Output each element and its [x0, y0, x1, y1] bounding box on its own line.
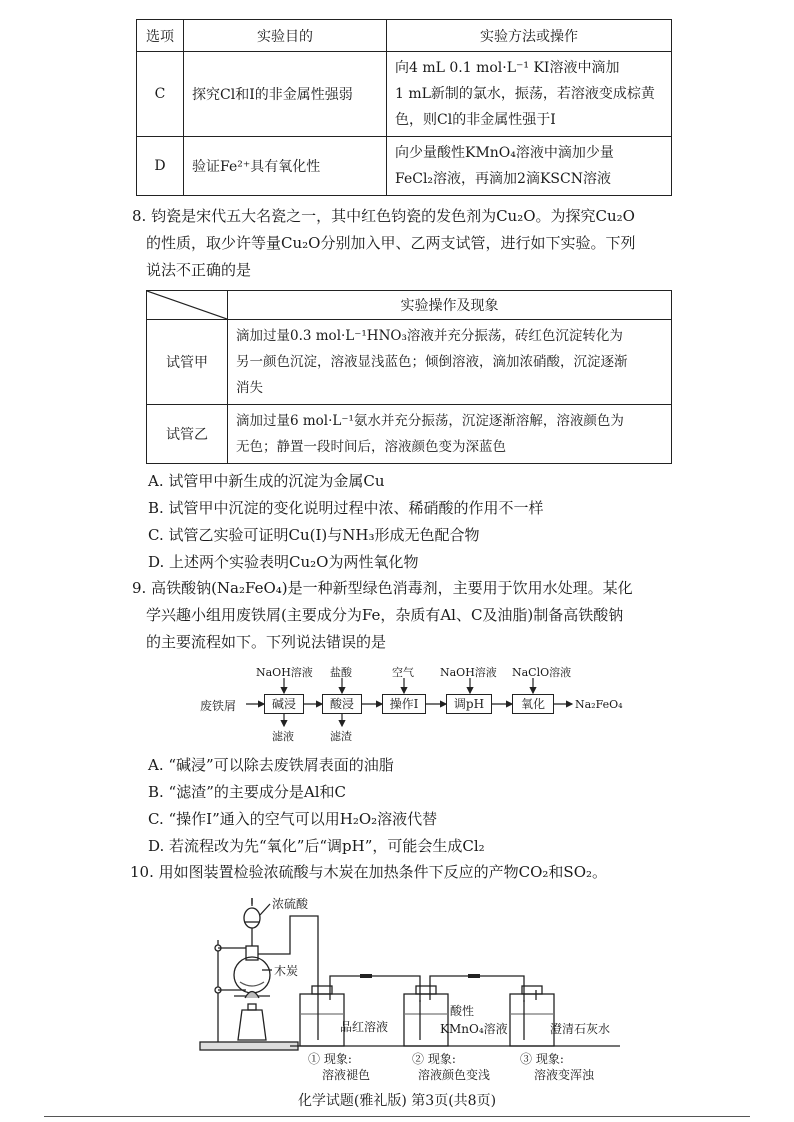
method-line: 1 mL新制的氯水，振荡，若溶液变成棕黄	[395, 86, 655, 102]
page-footer: 化学试题(雅礼版) 第3页(共8页)	[297, 1093, 497, 1109]
q10-stem: 10. 用如图装置检验浓硫酸与木炭在加热条件下反应的产物CO₂和SO₂。	[130, 863, 607, 881]
observation-1-num: ① 现象:	[308, 1052, 352, 1066]
method-line: FeCl₂溶液，再滴加2滴KSCN溶液	[395, 171, 611, 187]
text-line: 滴加过量6 mol·L⁻¹氨水并充分振荡，沉淀逐渐溶解，溶液颜色为	[236, 413, 624, 429]
q8-option-a: A. 试管甲中新生成的沉淀为金属Cu	[148, 472, 385, 490]
table-header-option: 选项	[137, 20, 184, 52]
q9-option-b: B. “滤渣”的主要成分是Al和C	[148, 783, 347, 801]
bottle-label-2a: 酸性	[450, 1004, 475, 1018]
observation-3-text: 溶液变浑浊	[534, 1068, 595, 1082]
q9-option-a: A. “碱浸”可以除去废铁屑表面的油脂	[148, 756, 394, 774]
acid-label: 浓硫酸	[272, 897, 309, 911]
table-header-method: 实验方法或操作	[387, 20, 672, 52]
observation-2-num: ② 现象:	[412, 1052, 456, 1066]
q8-stem-line: 8. 钧瓷是宋代五大名瓷之一，其中红色钧瓷的发色剂为Cu₂O。为探究Cu₂O	[132, 207, 635, 225]
flow-step-ph: 调pH	[446, 694, 492, 714]
flow-input: NaOH溶液	[440, 666, 497, 679]
q8-option-b: B. 试管甲中沉淀的变化说明过程中浓、稀硝酸的作用不一样	[148, 499, 544, 517]
text-line: 滴加过量0.3 mol·L⁻¹HNO₃溶液并充分振荡，砖红色沉淀转化为	[236, 328, 623, 344]
table-cell-tube: 试管甲	[147, 320, 228, 405]
q9-stem-line: 学兴趣小组用废铁屑(主要成分为Fe，杂质有Al、C及油脂)制备高铁酸钠	[146, 606, 624, 624]
flow-output: 滤液	[272, 730, 294, 743]
q9-option-d: D. 若流程改为先“氧化”后“调pH”，可能会生成Cl₂	[148, 837, 485, 855]
q8-option-d: D. 上述两个实验表明Cu₂O为两性氧化物	[148, 553, 419, 571]
flow-step-operation: 操作Ⅰ	[382, 694, 426, 714]
table-cell-tube: 试管乙	[147, 405, 228, 464]
q8-option-c: C. 试管乙实验可证明Cu(Ⅰ)与NH₃形成无色配合物	[148, 526, 480, 544]
bottle-label-3: 澄清石灰水	[550, 1022, 611, 1036]
table-header-purpose: 实验目的	[184, 20, 387, 52]
flow-step-alkali: 碱浸	[264, 694, 304, 714]
flow-step-oxidize: 氧化	[512, 694, 554, 714]
flow-product: Na₂FeO₄	[575, 698, 623, 711]
observation-3-num: ③ 现象:	[520, 1052, 564, 1066]
q9-option-c: C. “操作Ⅰ”通入的空气可以用H₂O₂溶液代替	[148, 810, 438, 828]
bottle-label-2b: KMnO₄溶液	[440, 1022, 508, 1036]
observation-1-text: 溶液褪色	[322, 1068, 371, 1082]
flow-step-acid: 酸浸	[322, 694, 362, 714]
table-cell-purpose: 探究Cl和I的非金属性强弱	[184, 52, 387, 137]
table-cell-option: C	[137, 52, 184, 137]
flow-input: NaOH溶液	[256, 666, 313, 679]
method-line: 向少量酸性KMnO₄溶液中滴加少量	[395, 145, 614, 161]
table-cell-purpose: 验证Fe²⁺具有氧化性	[184, 137, 387, 196]
text-line: 另一颜色沉淀，溶液显浅蓝色；倾倒溶液，滴加浓硝酸，沉淀逐渐	[236, 354, 628, 370]
text-line: 消失	[236, 380, 263, 396]
method-line: 向4 mL 0.1 mol·L⁻¹ KI溶液中滴加	[395, 60, 620, 76]
footer-rule	[44, 1116, 750, 1117]
observation-2-text: 溶液颜色变浅	[418, 1068, 491, 1082]
flow-input: 空气	[392, 666, 414, 679]
q8-stem-line: 的性质，取少许等量Cu₂O分别加入甲、乙两支试管，进行如下实验。下列	[146, 234, 636, 252]
carbon-label: 木炭	[274, 964, 299, 978]
q9-stem-line: 的主要流程如下。下列说法错误的是	[146, 633, 387, 651]
table-header-operation: 实验操作及现象	[228, 291, 672, 320]
text-line: 无色；静置一段时间后，溶液颜色变为深蓝色	[236, 439, 506, 455]
flow-start: 废铁屑	[200, 699, 237, 713]
table-cell-option: D	[137, 137, 184, 196]
q9-stem-line: 9. 高铁酸钠(Na₂FeO₄)是一种新型绿色消毒剂，主要用于饮用水处理。某化	[132, 579, 633, 597]
method-line: 色，则Cl的非金属性强于I	[395, 112, 556, 128]
flow-output: 滤渣	[330, 730, 352, 743]
q8-stem-line: 说法不正确的是	[146, 261, 252, 279]
flow-input: 盐酸	[330, 666, 352, 679]
bottle-label-1: 品红溶液	[340, 1020, 389, 1034]
flow-input: NaClO溶液	[512, 666, 572, 679]
